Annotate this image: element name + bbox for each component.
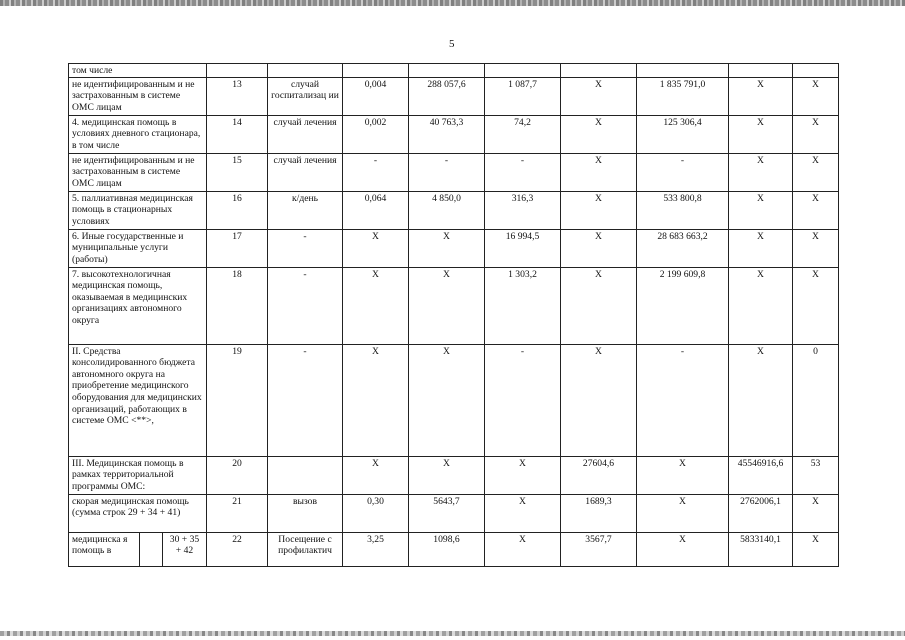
value-cell-c6: 5833140,1 <box>729 532 793 566</box>
value-cell-c5 <box>637 64 729 78</box>
table-row <box>69 532 839 566</box>
row-number: 22 <box>207 532 268 566</box>
value-cell-c5: - <box>637 344 729 456</box>
value-cell-c3: - <box>485 344 561 456</box>
row-label: 4. медицинская помощь в условиях дневного стационара, в том числе <box>69 115 207 153</box>
value-cell-c6: 2762006,1 <box>729 494 793 532</box>
value-cell-c7: X <box>793 267 839 344</box>
row-label-empty <box>140 533 163 566</box>
value-cell-c2: X <box>409 267 485 344</box>
value-cell-c2: X <box>409 456 485 494</box>
value-cell-c6: X <box>729 77 793 115</box>
value-cell-c1: - <box>343 153 409 191</box>
row-label: скорая медицинская помощь (сумма строк 29 + 34 + 41) <box>69 494 207 532</box>
value-cell-c5: 1 835 791,0 <box>637 77 729 115</box>
value-cell-c6: 45546916,6 <box>729 456 793 494</box>
unit-cell: случай лечения <box>268 153 343 191</box>
value-cell-c2: 5643,7 <box>409 494 485 532</box>
value-cell-c1: X <box>343 229 409 267</box>
row-label: 5. паллиативная медицинская помощь в стационарных условиях <box>69 191 207 229</box>
unit-cell: - <box>268 267 343 344</box>
scan-edge-bottom <box>0 631 905 636</box>
unit-cell: - <box>268 229 343 267</box>
value-cell-c7: X <box>793 191 839 229</box>
unit-cell: Посещение с профилактич <box>268 532 343 566</box>
value-cell-c5: 28 683 663,2 <box>637 229 729 267</box>
row-label: 6. Иные государственные и муниципальные услуги (работы) <box>69 229 207 267</box>
value-cell-c2: 4 850,0 <box>409 191 485 229</box>
value-cell-c4: 1689,3 <box>561 494 637 532</box>
value-cell-c7: X <box>793 153 839 191</box>
value-cell-c3: 74,2 <box>485 115 561 153</box>
value-cell-c4: 3567,7 <box>561 532 637 566</box>
value-cell-c1: 0,30 <box>343 494 409 532</box>
row-number: 13 <box>207 77 268 115</box>
value-cell-c3: 1 303,2 <box>485 267 561 344</box>
row-number: 14 <box>207 115 268 153</box>
row-number: 16 <box>207 191 268 229</box>
value-cell-c3: 316,3 <box>485 191 561 229</box>
value-cell-c6 <box>729 64 793 78</box>
value-cell-c4: X <box>561 229 637 267</box>
value-cell-c7 <box>793 64 839 78</box>
page-number: 5 <box>449 38 455 50</box>
table-row <box>69 456 839 494</box>
table-row <box>69 64 839 78</box>
value-cell-c1: 3,25 <box>343 532 409 566</box>
value-cell-c1: X <box>343 344 409 456</box>
row-number <box>207 64 268 78</box>
value-cell-c4: X <box>561 267 637 344</box>
table-row <box>69 191 839 229</box>
value-cell-c2: X <box>409 229 485 267</box>
value-cell-c4: X <box>561 153 637 191</box>
unit-cell <box>268 64 343 78</box>
row-label: не идентифицированным и не застрахованным в системе ОМС лицам <box>69 77 207 115</box>
value-cell-c2: X <box>409 344 485 456</box>
row-number: 19 <box>207 344 268 456</box>
row-number: 18 <box>207 267 268 344</box>
value-cell-c2: 40 763,3 <box>409 115 485 153</box>
value-cell-c6: X <box>729 267 793 344</box>
value-cell-c5: 533 800,8 <box>637 191 729 229</box>
value-cell-c7: X <box>793 532 839 566</box>
table-row <box>69 229 839 267</box>
table-row <box>69 494 839 532</box>
value-cell-c6: X <box>729 344 793 456</box>
value-cell-c5: X <box>637 532 729 566</box>
unit-cell: вызов <box>268 494 343 532</box>
value-cell-c7: 0 <box>793 344 839 456</box>
value-cell-c7: X <box>793 115 839 153</box>
row-label-formula: 30 + 35 + 42 <box>169 533 200 557</box>
value-cell-c5: 2 199 609,8 <box>637 267 729 344</box>
table-row <box>69 77 839 115</box>
value-cell-c4: X <box>561 191 637 229</box>
value-cell-c2: 1098,6 <box>409 532 485 566</box>
value-cell-c3: - <box>485 153 561 191</box>
value-cell-c7: 53 <box>793 456 839 494</box>
scan-edge-top <box>0 0 905 6</box>
value-cell-c6: X <box>729 191 793 229</box>
value-cell-c5: X <box>637 494 729 532</box>
row-label: III. Медицинская помощь в рамках территориальной программы ОМС: <box>69 456 207 494</box>
unit-cell: случай лечения <box>268 115 343 153</box>
value-cell-c3: X <box>485 456 561 494</box>
value-cell-c4 <box>561 64 637 78</box>
unit-cell: случай госпитализац ии <box>268 77 343 115</box>
row-label-text: медицинска я помощь в <box>69 533 140 566</box>
value-cell-c5: - <box>637 153 729 191</box>
value-cell-c1: X <box>343 456 409 494</box>
unit-cell <box>268 456 343 494</box>
value-cell-c7: X <box>793 229 839 267</box>
row-label: II. Средства консолидированного бюджета автономного округа на приобретение медицинского оборудования для медицинских организаций, работающих в системе ОМС <**>, <box>69 344 207 456</box>
table-row <box>69 153 839 191</box>
row-number: 15 <box>207 153 268 191</box>
unit-cell: - <box>268 344 343 456</box>
value-cell-c4: X <box>561 77 637 115</box>
value-cell-c1: 0,064 <box>343 191 409 229</box>
value-cell-c3: 1 087,7 <box>485 77 561 115</box>
value-cell-c4: X <box>561 344 637 456</box>
value-cell-c6: X <box>729 229 793 267</box>
value-cell-c3 <box>485 64 561 78</box>
value-cell-c4: X <box>561 115 637 153</box>
unit-cell: к/день <box>268 191 343 229</box>
value-cell-c2 <box>409 64 485 78</box>
value-cell-c1 <box>343 64 409 78</box>
row-number: 17 <box>207 229 268 267</box>
value-cell-c1: X <box>343 267 409 344</box>
value-cell-c4: 27604,6 <box>561 456 637 494</box>
value-cell-c6: X <box>729 115 793 153</box>
row-label: том числе <box>69 64 207 78</box>
budget-table <box>68 63 839 567</box>
row-number: 21 <box>207 494 268 532</box>
table-row <box>69 267 839 344</box>
table-row <box>69 344 839 456</box>
row-label: не идентифицированным и не застрахованным в системе ОМС лицам <box>69 153 207 191</box>
value-cell-c3: 16 994,5 <box>485 229 561 267</box>
table-row <box>69 115 839 153</box>
value-cell-c5: X <box>637 456 729 494</box>
row-number: 20 <box>207 456 268 494</box>
row-label: 7. высокотехнологичная медицинская помощь, оказываемая в медицинских организациях автономного округа <box>69 267 207 344</box>
value-cell-c6: X <box>729 153 793 191</box>
row-label <box>69 532 207 566</box>
value-cell-c1: 0,004 <box>343 77 409 115</box>
value-cell-c1: 0,002 <box>343 115 409 153</box>
value-cell-c3: X <box>485 494 561 532</box>
value-cell-c3: X <box>485 532 561 566</box>
value-cell-c7: X <box>793 77 839 115</box>
value-cell-c5: 125 306,4 <box>637 115 729 153</box>
value-cell-c2: 288 057,6 <box>409 77 485 115</box>
value-cell-c2: - <box>409 153 485 191</box>
value-cell-c7: X <box>793 494 839 532</box>
